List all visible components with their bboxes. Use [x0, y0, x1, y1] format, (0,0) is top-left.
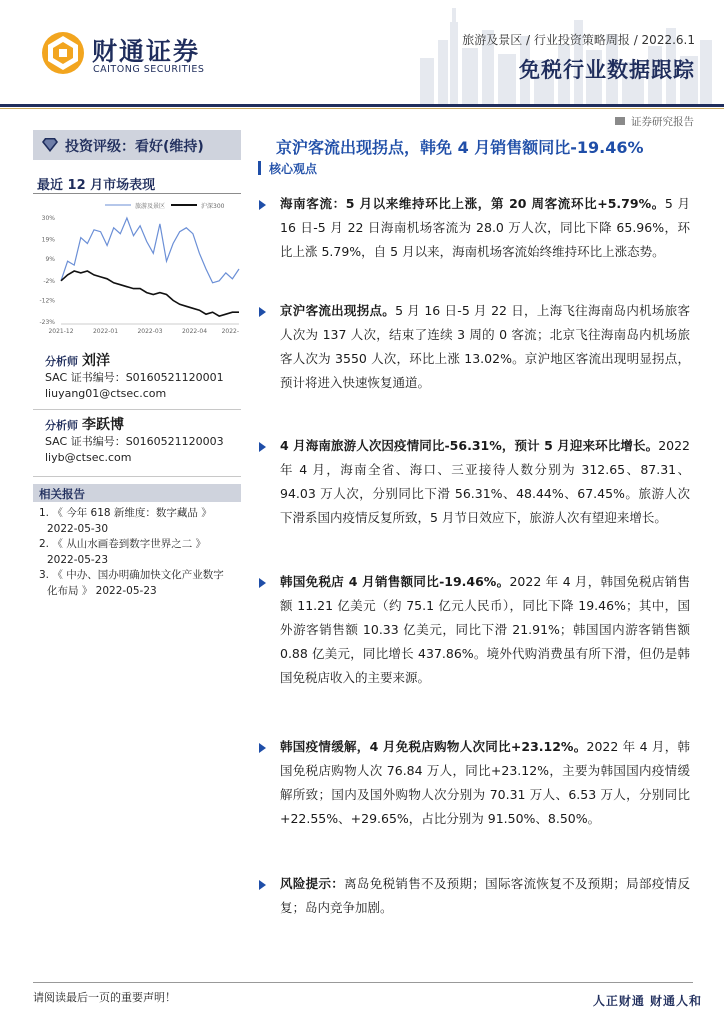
- logo-emblem-icon: [40, 30, 86, 76]
- investment-rating: [33, 130, 241, 160]
- x-tick-label: 2022-01: [92, 328, 119, 335]
- related-report-item[interactable]: [39, 506, 241, 537]
- chart-legend: [105, 202, 225, 210]
- analyst-divider: [33, 476, 241, 477]
- report-type-label: [615, 114, 694, 129]
- company-slogan: 人正财通 财通人和: [592, 994, 702, 1008]
- related-report-item[interactable]: [39, 568, 241, 599]
- key-point-text: [280, 299, 690, 395]
- key-point-lead: 京沪客流出现拐点。: [280, 303, 396, 318]
- related-report-title: 3. 《 中办、国办明确加快文化产业数字: [39, 569, 224, 581]
- report-headline: 京沪客流出现拐点，韩免 4 月销售额同比-19.46%: [276, 138, 644, 157]
- analyst-email[interactable]: liyb@ctsec.com: [45, 451, 132, 464]
- key-point-lead: 4 月海南旅游人次因疫情同比-56.31%，预计 5 月迎来环比增长。: [280, 438, 659, 453]
- y-tick-label: 9%: [45, 256, 55, 264]
- section-heading-text: 核心观点: [269, 162, 318, 176]
- key-point-body: 2022 年 4 月，韩国免税店销售额 11.21 亿美元（约 75.1 亿元人民币），同比下降 19.46%；其中，国外游客销售额 10.33 亿美元，同比下滑 21.91%；韩国国内游客销售额 0.88 亿美元，同比增长 437.86%。境外代购消费虽有所下滑，但仍是韩国免税店收入的主要来源。: [280, 574, 691, 685]
- rating-text: 投资评级：看好(维持): [65, 139, 204, 155]
- logo-english-name: CAITONG SECURITIES: [93, 64, 205, 75]
- key-point-body: 5 月 16 日-5 月 22 日海南机场客流为 28.0 万人次，同比下降 65.96%，环比上涨 5.79%，自 5 月以来，海南机场客流始终维持环比上涨态势。: [280, 196, 690, 259]
- risk-warning-lead: 风险提示：: [280, 876, 345, 891]
- report-series-title: 免税行业数据跟踪: [519, 58, 695, 82]
- city-skyline-graphic: [300, 0, 724, 104]
- related-report-date: 2022-05-30: [47, 522, 109, 535]
- related-reports-header: [33, 484, 241, 502]
- related-report-date: 化布局 》 2022-05-23: [47, 584, 157, 597]
- related-report-item[interactable]: [39, 537, 241, 568]
- analyst-card: [45, 414, 245, 466]
- analyst-email[interactable]: liuyang01@ctsec.com: [45, 387, 167, 400]
- key-point-body: 2022 年 4 月，韩国免税店购物人次 76.84 万人，同比+23.12%，主要为韩国国内疫情缓解所致；国内及国外购物人次分别为 70.31 万人、6.53 万人，分别同比+22.55%、+29.65%，占比分别为 91.50%、8.50%。: [280, 739, 690, 826]
- y-tick-label: -2%: [43, 277, 55, 285]
- header-divider: [0, 104, 724, 107]
- disclaimer-notice[interactable]: 请阅读最后一页的重要声明！: [33, 991, 176, 1004]
- related-report-title: 2. 《 从山水画卷到数字世界之二 》: [39, 538, 207, 550]
- y-tick-label: 30%: [41, 215, 55, 222]
- header-divider-accent: [0, 108, 724, 109]
- x-tick-label: 2022-: [221, 328, 239, 335]
- related-report-date: 2022-05-23: [47, 553, 109, 566]
- performance-title: 最近 12 月市场表现: [37, 178, 156, 193]
- analyst-label: 分析师: [45, 419, 78, 432]
- report-meta: 旅游及景区 / 行业投资策略周报 / 2022.6.1: [462, 33, 695, 47]
- related-report-title: 1. 《 今年 618 新维度：数字藏品 》: [39, 507, 212, 519]
- report-type-text: 证券研究报告: [631, 116, 694, 128]
- analyst-sac: SAC 证书编号：S0160521120001: [45, 371, 224, 384]
- key-point-text: [280, 434, 690, 530]
- bullet-arrow-icon: [259, 200, 266, 210]
- y-tick-label: -23%: [39, 319, 55, 326]
- analyst-label: 分析师: [45, 355, 78, 368]
- analyst-name: 李跃博: [82, 417, 124, 433]
- risk-warning-body: 离岛免税销售不及预期；国际客流恢复不及预期；局部疫情反复；岛内竞争加剧。: [280, 876, 690, 915]
- market-performance-chart: [33, 196, 241, 340]
- bullet-arrow-icon: [259, 578, 266, 588]
- bullet-arrow-icon: [259, 442, 266, 452]
- analyst-divider: [33, 409, 241, 410]
- x-tick-label: 2022-04: [181, 328, 208, 335]
- section-marker: [258, 161, 261, 175]
- legend-label: 沪深300: [201, 203, 225, 210]
- report-type-icon: [615, 117, 625, 125]
- section-heading: [258, 160, 317, 177]
- key-point-body: 5 月 16 日-5 月 22 日，上海飞往海南岛内机场旅客人次为 137 人次，结束了连续 3 周的 0 客流；北京飞往海南岛内机场旅客人次为 3550 人次，环比上涨 13.02%。京沪地区客流出现明显拐点，预计将进入快速恢复通道。: [280, 303, 690, 390]
- risk-warning-text: [280, 872, 690, 920]
- bullet-arrow-icon: [259, 307, 266, 317]
- performance-divider: [33, 193, 241, 194]
- x-tick-label: 2021-12: [48, 328, 74, 335]
- y-tick-label: 19%: [41, 236, 55, 244]
- related-reports-list: [39, 506, 241, 599]
- legend-label: 旅游及景区: [135, 203, 166, 210]
- report-header: [0, 0, 724, 128]
- analyst-name: 刘洋: [82, 353, 110, 369]
- key-point-lead: 韩国疫情缓解，4 月免税店购物人次同比+23.12%。: [280, 739, 587, 754]
- key-point-lead: 海南客流：5 月以来维持环比上涨，第 20 周客流环比+5.79%。: [280, 196, 665, 211]
- key-point-text: [280, 735, 690, 831]
- x-tick-label: 2022-03: [137, 328, 163, 335]
- company-logo: [40, 30, 240, 80]
- key-point-lead: 韩国免税店 4 月销售额同比-19.46%。: [280, 574, 510, 589]
- series-line-sector: [61, 218, 239, 283]
- y-tick-label: -12%: [39, 297, 55, 305]
- analyst-sac: SAC 证书编号：S0160521120003: [45, 435, 224, 448]
- related-reports-title: 相关报告: [39, 487, 85, 501]
- key-point-body: 2022 年 4 月，海南全省、海口、三亚接待人数分别为 312.65、87.31、94.03 万人次，分别同比下滑 56.31%、48.44%、67.45%。旅游人次下滑系国内疫情反复所致，5 月节日效应下，旅游人次有望迎来增长。: [280, 438, 690, 525]
- key-point-text: [280, 192, 690, 264]
- logo-chinese-name: 财通证券: [92, 37, 201, 66]
- bullet-arrow-icon: [259, 880, 266, 890]
- bullet-arrow-icon: [259, 743, 266, 753]
- footer-divider: [33, 982, 693, 983]
- series-line-hs300: [61, 271, 239, 316]
- key-point-text: [280, 570, 690, 690]
- analyst-card: [45, 350, 245, 402]
- diamond-icon: [42, 138, 58, 152]
